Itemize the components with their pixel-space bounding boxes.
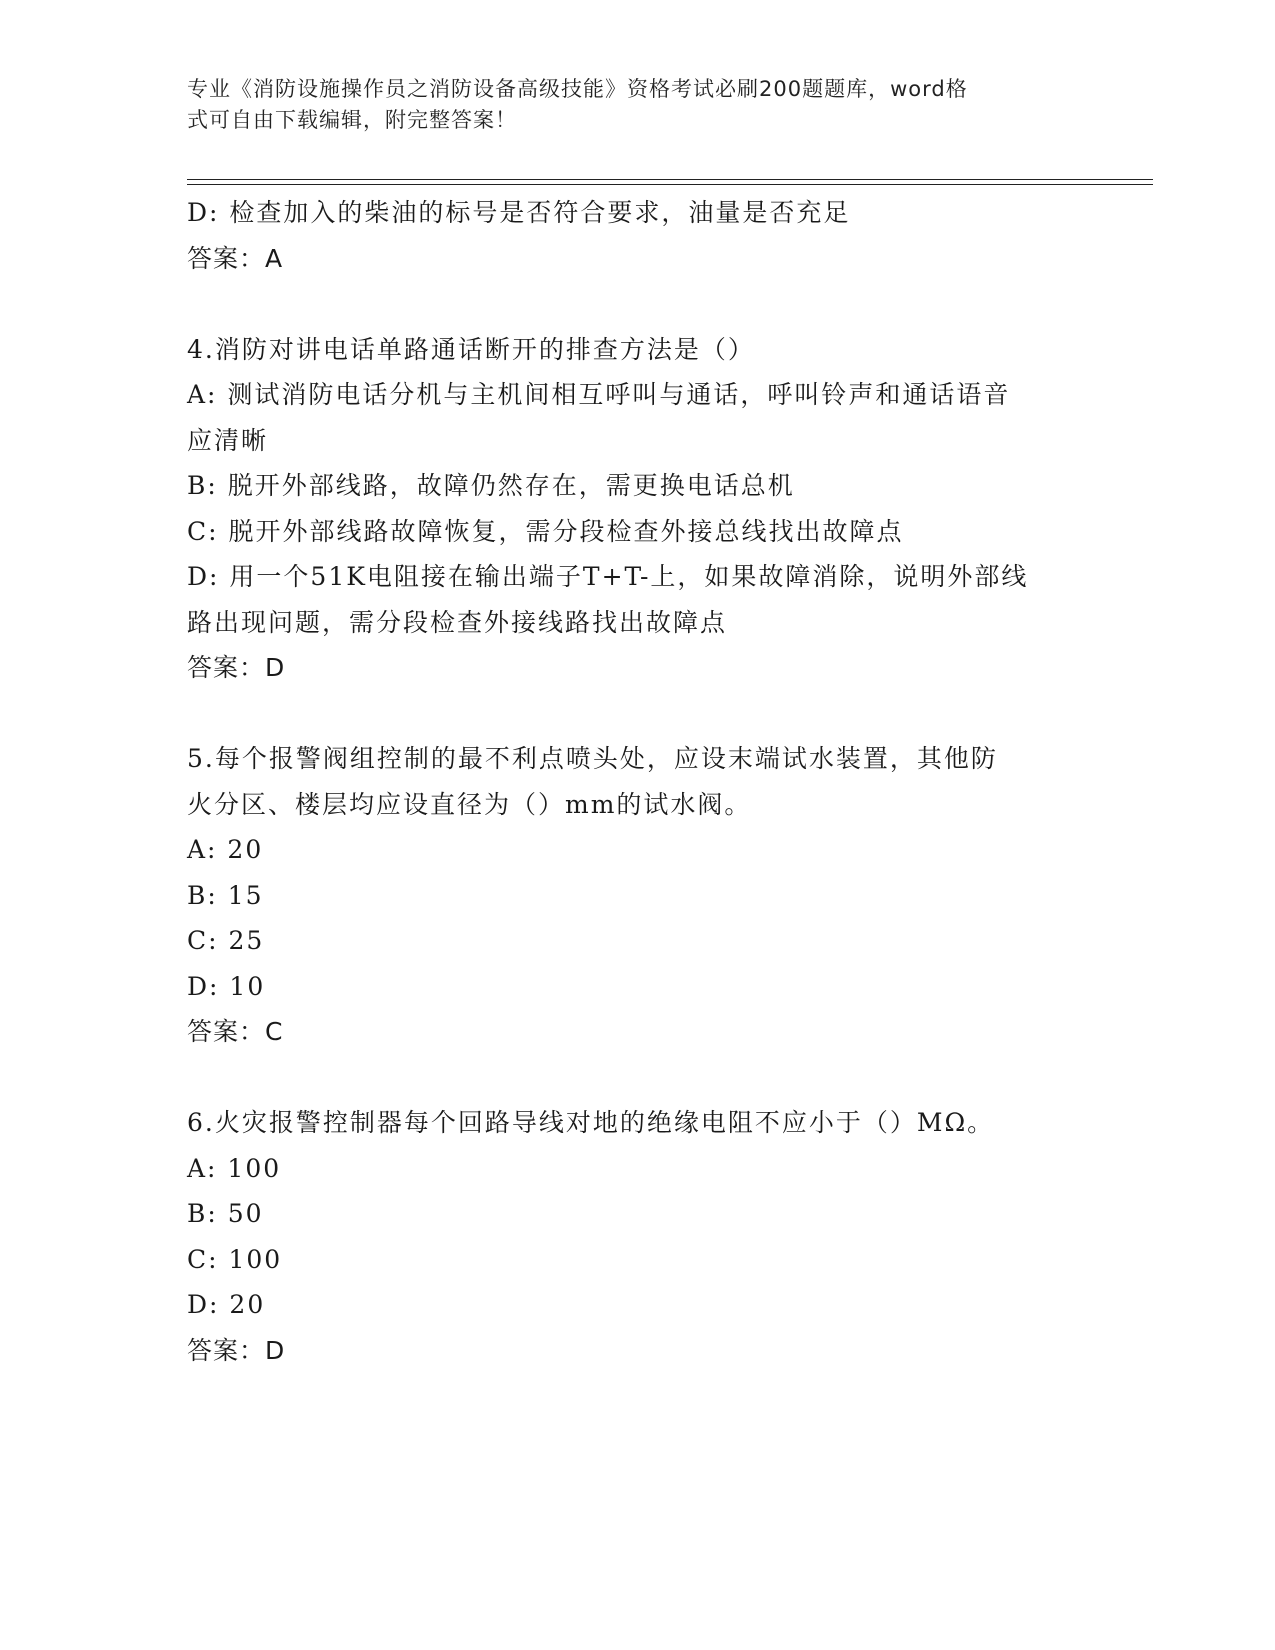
- question-4: [187, 327, 1087, 691]
- q4-option-a-cont: 应清晰: [187, 425, 269, 455]
- q6-option-c: C: 100: [187, 1244, 283, 1274]
- q5-option-b: B: 15: [187, 880, 264, 910]
- question-5: [187, 736, 1087, 1055]
- q6-question: 6.火灾报警控制器每个回路导线对地的绝缘电阻不应小于（）MΩ。: [187, 1108, 995, 1137]
- q6-option-b: B: 50: [187, 1199, 264, 1228]
- q4-option-c: C: 脱开外部线路故障恢复，需分段检查外接总线找出故障点: [187, 516, 904, 546]
- q6-option-a: A: 100: [187, 1153, 282, 1183]
- spacer: [187, 691, 1087, 737]
- header-divider-top: [187, 179, 1153, 180]
- q3-answer: 答案：A: [187, 243, 284, 273]
- q6-option-d: D: 20: [187, 1290, 266, 1319]
- spacer: [187, 281, 1087, 327]
- q4-question: 4.消防对讲电话单路通话断开的排查方法是（）: [187, 334, 755, 364]
- header-line-1: 专业《消防设施操作员之消防设备高级技能》资格考试必刷200题题库，word格: [187, 77, 968, 101]
- q4-option-a: A: 测试消防电话分机与主机间相互呼叫与通话，呼叫铃声和通话语音: [187, 380, 1011, 409]
- q3-option-d: D: 检查加入的柴油的标号是否符合要求，油量是否充足: [187, 198, 851, 227]
- q5-question-cont: 火分区、楼层均应设直径为（）mm的试水阀。: [187, 789, 752, 819]
- document-header: [187, 74, 1067, 136]
- q4-option-d: D: 用一个51K电阻接在输出端子T+T-上，如果故障消除，说明外部线: [187, 562, 1029, 591]
- q5-answer: 答案：C: [187, 1017, 284, 1046]
- question-3-fragment: [187, 190, 1087, 281]
- question-list: [187, 190, 1087, 1373]
- q6-answer: 答案：D: [187, 1335, 286, 1365]
- q4-option-d-cont: 路出现问题，需分段检查外接线路找出故障点: [187, 607, 728, 637]
- q5-option-d: D: 10: [187, 971, 266, 1001]
- q4-answer: 答案：D: [187, 653, 286, 682]
- question-6: [187, 1100, 1087, 1373]
- q5-option-c: C: 25: [187, 926, 265, 955]
- q5-option-a: A: 20: [187, 835, 264, 864]
- header-line-2: 式可自由下载编辑，附完整答案！: [187, 108, 517, 132]
- spacer: [187, 1055, 1087, 1101]
- header-divider-bottom: [187, 184, 1153, 185]
- q4-option-b: B: 脱开外部线路，故障仍然存在，需更换电话总机: [187, 471, 795, 500]
- q5-question: 5.每个报警阀组控制的最不利点喷头处，应设末端试水装置，其他防: [187, 744, 998, 773]
